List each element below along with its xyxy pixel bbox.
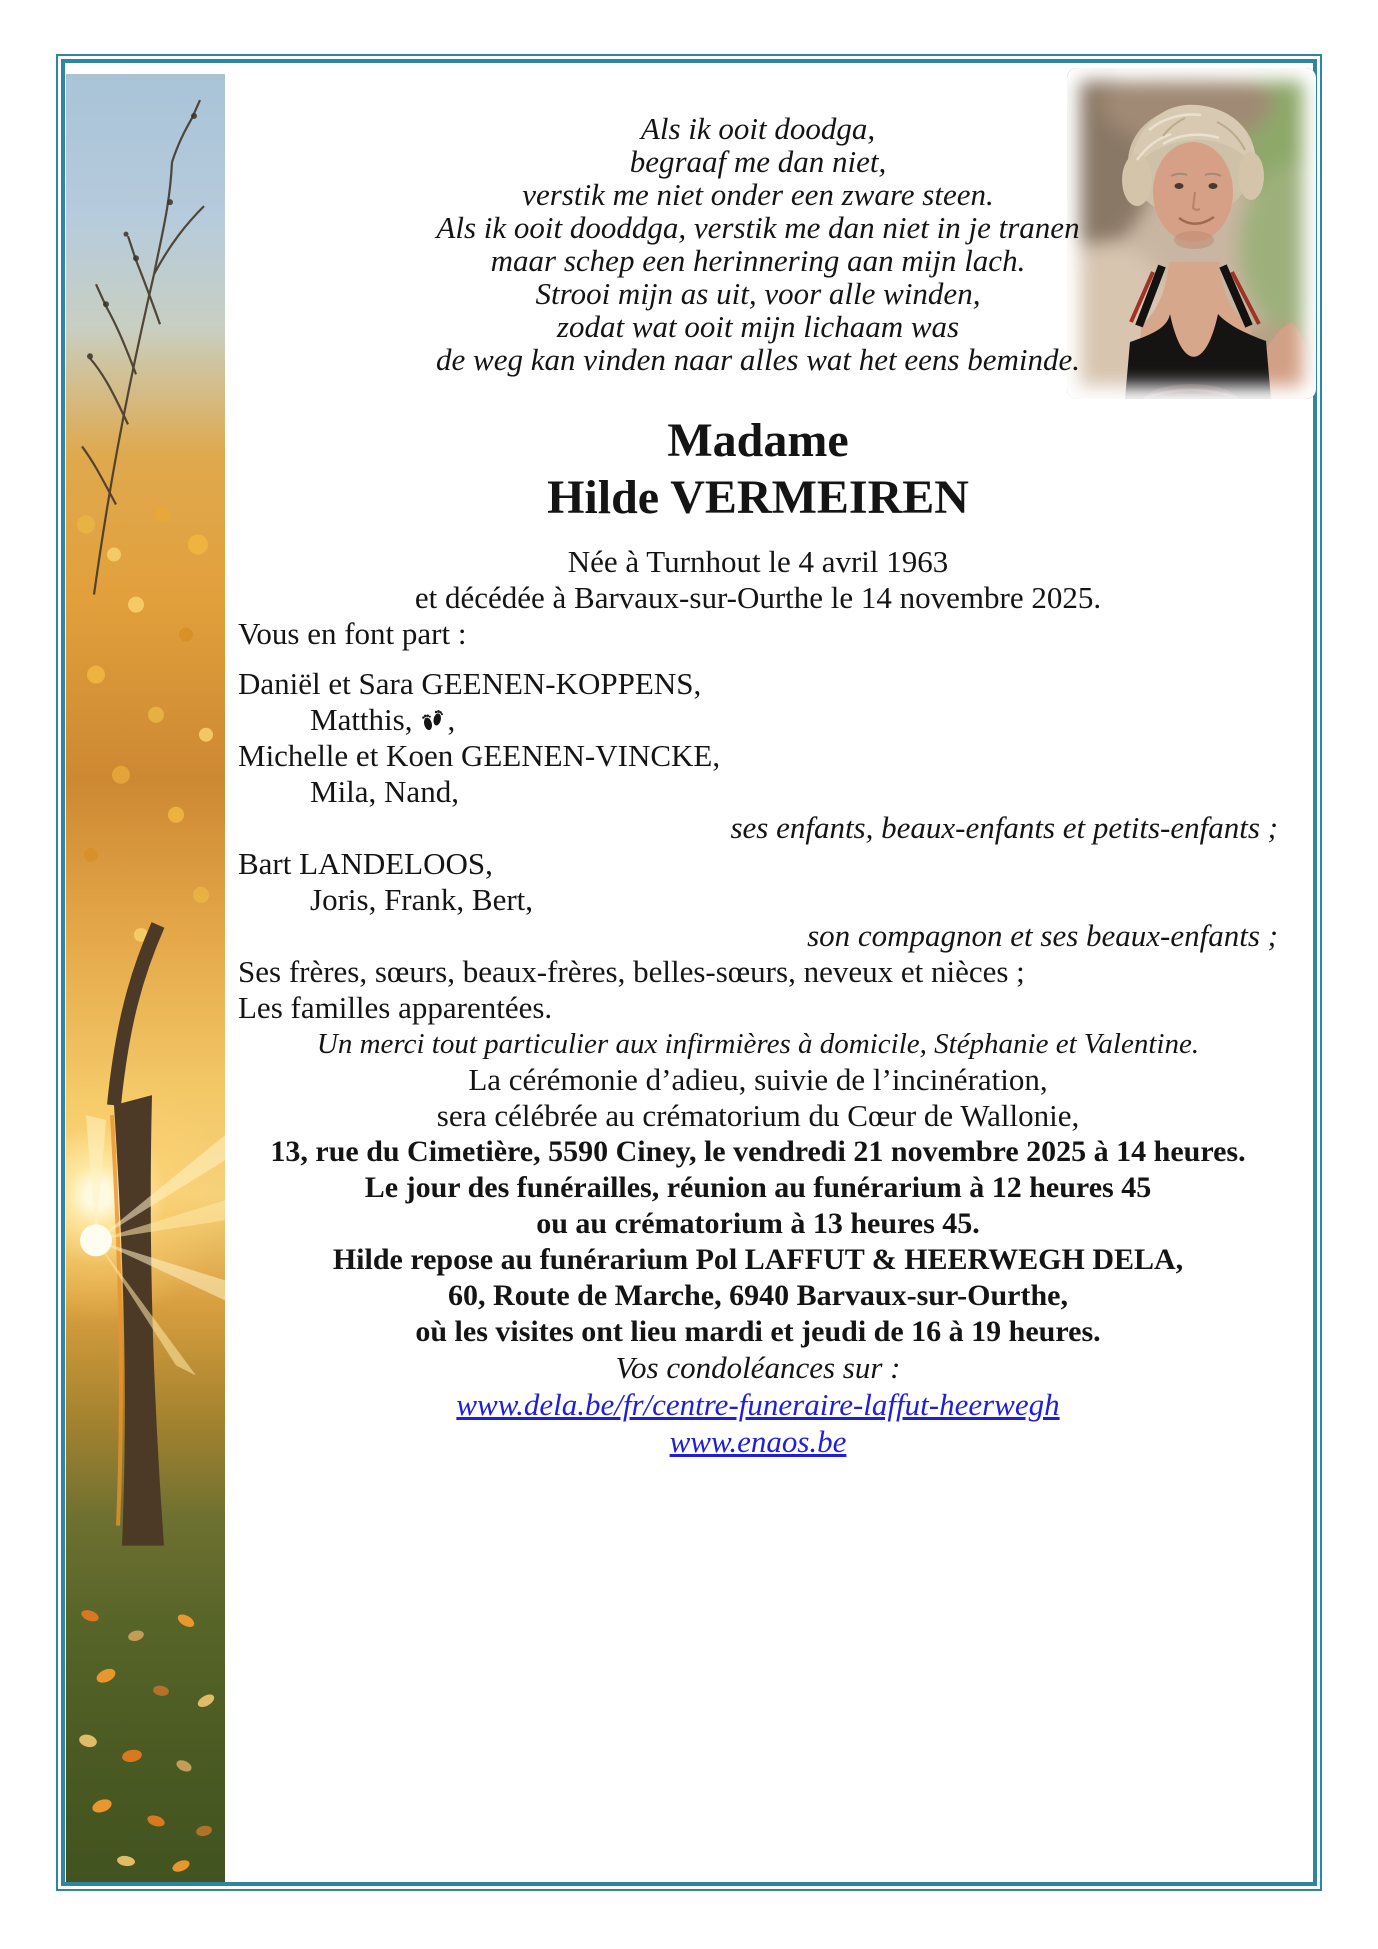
funeral-home-link[interactable]: www.dela.be/fr/centre-funeraire-laffut-heerwegh: [456, 1387, 1060, 1422]
family-member-row: [238, 702, 1278, 738]
deceased-name-title: [238, 412, 1278, 526]
condolence-links: [238, 1386, 1278, 1460]
family-member-row: Mila, Nand,: [310, 774, 459, 809]
siblings-line: Ses frères, sœurs, beaux-frères, belles-sœurs, neveux et nièces ;: [238, 954, 1025, 989]
poem-line: Als ik ooit dooddga, verstik me dan niet in je tranen: [436, 210, 1080, 245]
birth-death-details: [238, 544, 1278, 616]
funeral-day-line-2: ou au crématorium à 13 heures 45.: [536, 1207, 980, 1240]
poem-line: verstik me niet onder een zware steen.: [522, 177, 994, 212]
death-line: et décédée à Barvaux-sur-Ourthe le 14 novembre 2025.: [414, 580, 1102, 615]
ceremony-line-2: sera célébrée au crématorium du Cœur de Wallonie,: [436, 1098, 1080, 1133]
poem-line: zodat wat ooit mijn lichaam was: [556, 309, 960, 344]
relation-label-children: ses enfants, beaux-enfants et petits-enfants ;: [730, 810, 1278, 845]
card-content: [238, 0, 1278, 1460]
poem-line: Strooi mijn as uit, voor alle winden,: [535, 276, 981, 311]
thanks-note: Un merci tout particulier aux infirmières à domicile, Stéphanie et Valentine.: [316, 1028, 1200, 1060]
poem-line: maar schep een herinnering aan mijn lach.: [490, 243, 1026, 278]
condolences-label: Vos condoléances sur :: [615, 1350, 901, 1385]
enaos-link[interactable]: www.enaos.be: [669, 1424, 847, 1459]
autumn-photo-art: [66, 74, 225, 1882]
related-families-line: Les familles apparentées.: [238, 990, 553, 1025]
relation-label-partner: son compagnon et ses beaux-enfants ;: [807, 918, 1278, 953]
repose-address-line: 60, Route de Marche, 6940 Barvaux-sur-Ourthe,: [448, 1279, 1068, 1312]
poem-line: de weg kan vinden naar alles wat het eens beminde.: [436, 342, 1080, 377]
poem-line: Als ik ooit doodga,: [640, 111, 876, 146]
funeral-day-line-1: Le jour des funérailles, réunion au funérarium à 12 heures 45: [364, 1171, 1152, 1204]
family-member-name: Matthis,: [310, 702, 413, 737]
family-member-row: Bart LANDELOOS,: [238, 846, 493, 881]
children-group: [238, 666, 1278, 846]
deceased-name: Hilde VERMEIREN: [547, 471, 969, 524]
title-prefix: Madame: [667, 414, 849, 467]
poem-line: begraaf me dan niet,: [629, 144, 887, 179]
announcement-intro: Vous en font part :: [238, 616, 467, 651]
repose-line-1: Hilde repose au funérarium Pol LAFFUT & HEERWEGH DELA,: [332, 1243, 1184, 1276]
family-member-row: Daniël et Sara GEENEN-KOPPENS,: [238, 666, 702, 701]
ceremony-address-line: 13, rue du Cimetière, 5590 Ciney, le vendredi 21 novembre 2025 à 14 heures.: [270, 1135, 1246, 1168]
birth-line: Née à Turnhout le 4 avril 1963: [567, 544, 949, 579]
ceremony-line-1: La cérémonie d’adieu, suivie de l’incinération,: [468, 1062, 1048, 1097]
opening-poem: [238, 112, 1278, 376]
footprints-icon: [419, 707, 446, 734]
autumn-photo: [66, 74, 225, 1882]
family-member-suffix: ,: [447, 702, 456, 737]
partner-group: [238, 846, 1278, 954]
family-member-row: Joris, Frank, Bert,: [310, 882, 534, 917]
visiting-hours-line: où les visites ont lieu mardi et jeudi de 16 à 19 heures.: [415, 1315, 1101, 1348]
family-member-row: Michelle et Koen GEENEN-VINCKE,: [238, 738, 721, 773]
